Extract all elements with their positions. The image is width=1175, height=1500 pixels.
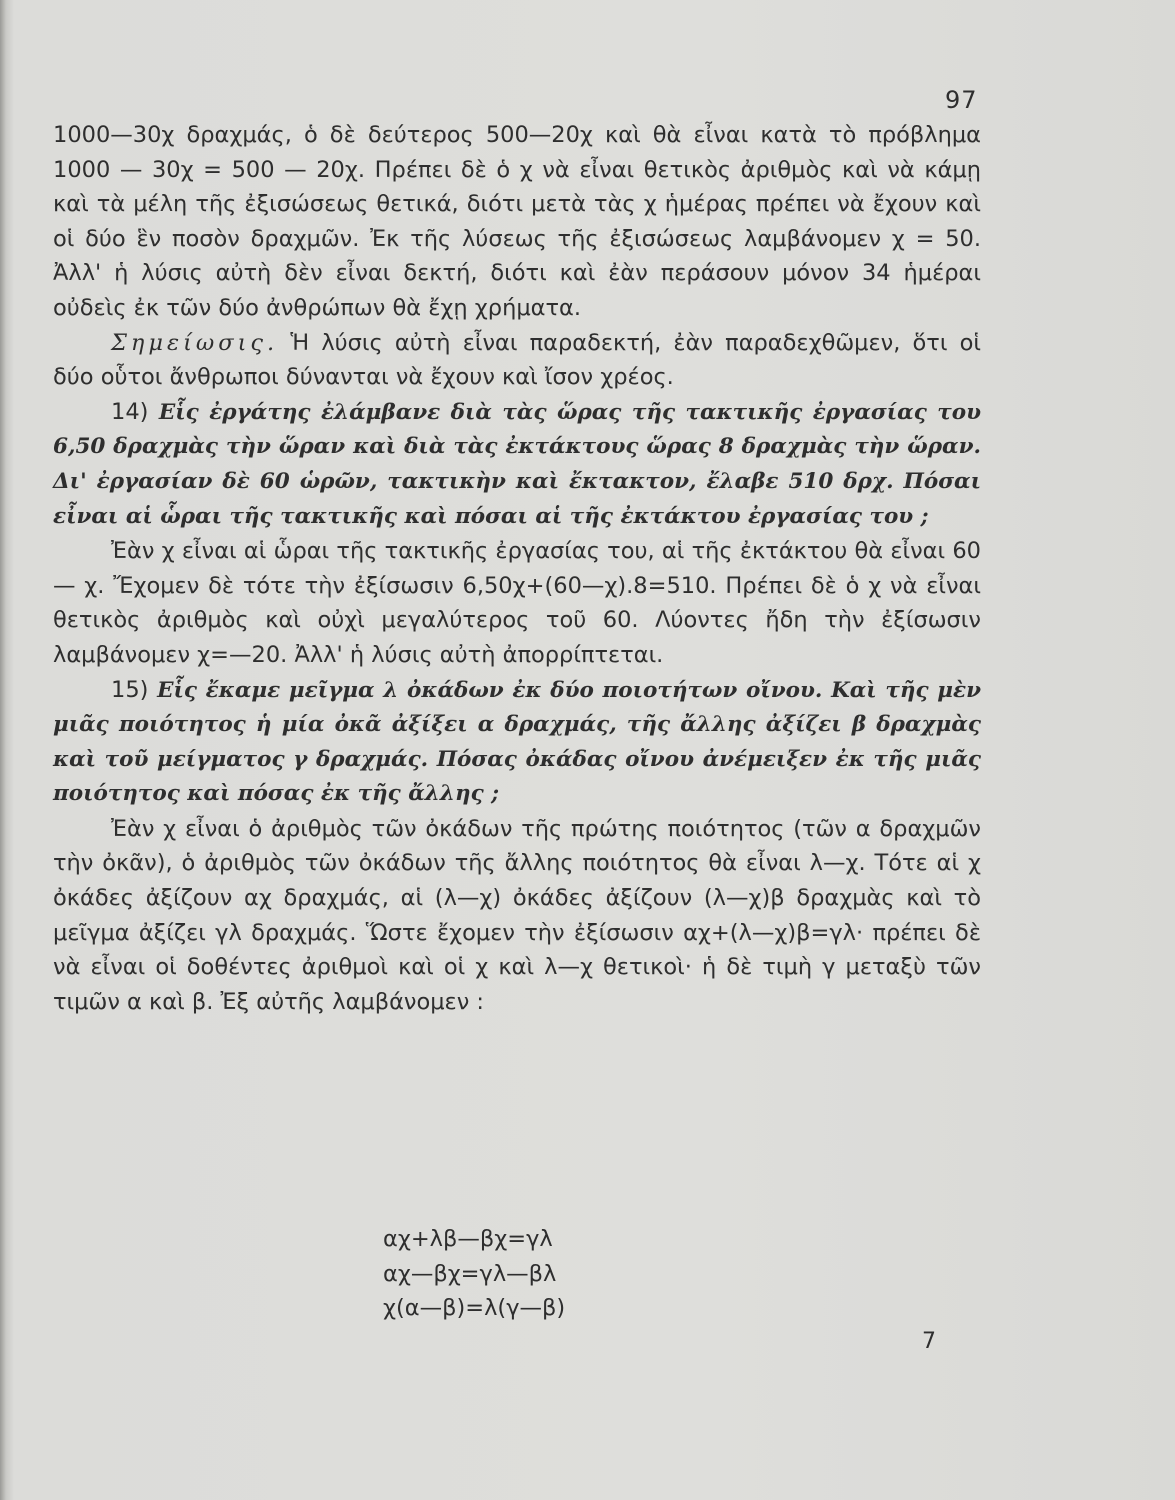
- paragraph-solution-13: 1000—30χ δραχμάς, ὁ δὲ δεύτερος 500—20χ καὶ θὰ εἶναι κατὰ τὸ πρόβλημα 1000 — 30χ = 500 — 20χ. Πρέπει δὲ ὁ χ νὰ εἶναι θετικὸς ἀριθμὸς καὶ νὰ κάμῃ καὶ τὰ μέλη τῆς ἐξισώσεως θετικά, διότι μετὰ τὰς χ ἡμέρας πρέπει νὰ ἔχουν καὶ οἱ δύο ἓν ποσὸν δραχμῶν. Ἐκ τῆς λύσεως τῆς ἐξισώσεως λαμβάνομεν χ = 50. Ἀλλ' ἡ λύσις αὐτὴ δὲν εἶναι δεκτή, διότι καὶ ἐὰν περάσουν μόνον 34 ἡμέραι οὐδεὶς ἐκ τῶν δύο ἀνθρώπων θὰ ἔχῃ χρήματα.: [53, 122, 981, 321]
- note-label: Σημείωσις.: [111, 329, 279, 356]
- paragraph-solution-15: Ἐὰν χ εἶναι ὁ ἀριθμὸς τῶν ὀκάδων τῆς πρώτης ποιότητος (τῶν α δραχμῶν τὴν ὀκᾶν), ὁ ἀριθμὸς τῶν ὀκάδων τῆς ἄλλης ποιότητος θὰ εἶναι λ—χ. Τότε αἱ χ ὀκάδες ἀξίζουν αχ δραχμάς, αἱ (λ—χ) ὀκάδες ἀξίζουν (λ—χ)β δραχμὰς καὶ τὸ μεῖγμα ἀξίζει γλ δραχμάς. Ὥστε ἔχομεν τὴν ἐξίσωσιν αχ+(λ—χ)β=γλ· πρέπει δὲ νὰ εἶναι οἱ δοθέντες ἀριθμοὶ καὶ οἱ χ καὶ λ—χ θετικοὶ· ἡ δὲ τιμὴ γ μεταξὺ τῶν τιμῶν α καὶ β. Ἐξ αὐτῆς λαμβάνομεν :: [53, 815, 981, 1015]
- equation-block: [383, 1222, 565, 1326]
- problem-14: [53, 395, 981, 534]
- equation-line: αχ+λβ—βχ=γλ: [383, 1226, 553, 1252]
- signature-mark: 7: [922, 1329, 936, 1354]
- note-text: Ἡ λύσις αὐτὴ εἶναι παραδεκτή, ἐὰν παραδεχθῶμεν, ὅτι οἱ δύο οὗτοι ἄνθρωποι δύνανται νὰ ἔχουν καὶ ἴσον χρέος.: [53, 329, 981, 391]
- problem-14-number: 14): [111, 398, 149, 425]
- paragraph-note: [53, 326, 981, 395]
- problem-14-text: Εἷς ἐργάτης ἐλάμβανε διὰ τὰς ὥρας τῆς τακτικῆς ἐργασίας του 6,50 δραχμὰς τὴν ὥραν καὶ διὰ τὰς ἐκτάκτους ὥρας 8 δραχμὰς τὴν ὥραν. Δι' ἐργασίαν δὲ 60 ὡρῶν, τακτικὴν καὶ ἔκτακτον, ἔλαβε 510 δρχ. Πόσαι εἶναι αἱ ὧραι τῆς τακτικῆς καὶ πόσαι αἱ τῆς ἐκτάκτου ἐργασίας του ;: [53, 399, 981, 529]
- problem-15-text: Εἷς ἔκαμε μεῖγμα λ ὀκάδων ἐκ δύο ποιοτήτων οἴνου. Καὶ τῆς μὲν μιᾶς ποιότητος ἡ μία ὀκᾶ ἀξίξει α δραχμάς, τῆς ἄλλης ἀξίζει β δραχμὰς καὶ τοῦ μείγματος γ δραχμάς. Πόσας ὀκάδας οἴνου ἀνέμειξεν ἐκ τῆς μιᾶς ποιότητος καὶ πόσας ἐκ τῆς ἄλλης ;: [53, 677, 981, 807]
- problem-15: [53, 673, 981, 812]
- body-text: [53, 118, 981, 1019]
- problem-15-number: 15): [111, 676, 149, 703]
- paragraph-solution-14: Ἐὰν χ εἶναι αἱ ὧραι τῆς τακτικῆς ἐργασίας του, αἱ τῆς ἐκτάκτου θὰ εἶναι 60 — χ. Ἔχομεν δὲ τότε τὴν ἐξίσωσιν 6,50χ+(60—χ).8=510. Πρέπει δὲ ὁ χ νὰ εἶναι θετικὸς ἀριθμὸς καὶ οὐχὶ μεγαλύτερος τοῦ 60. Λύοντες ἤδη τὴν ἐξίσωσιν λαμβάνομεν χ=—20. Ἀλλ' ἡ λύσις αὐτὴ ἀπορρίπτεται.: [53, 538, 981, 668]
- equation-line: αχ—βχ=γλ—βλ: [383, 1260, 557, 1287]
- equation-line: χ(α—β)=λ(γ—β): [383, 1295, 566, 1322]
- page-number: 97: [945, 86, 978, 114]
